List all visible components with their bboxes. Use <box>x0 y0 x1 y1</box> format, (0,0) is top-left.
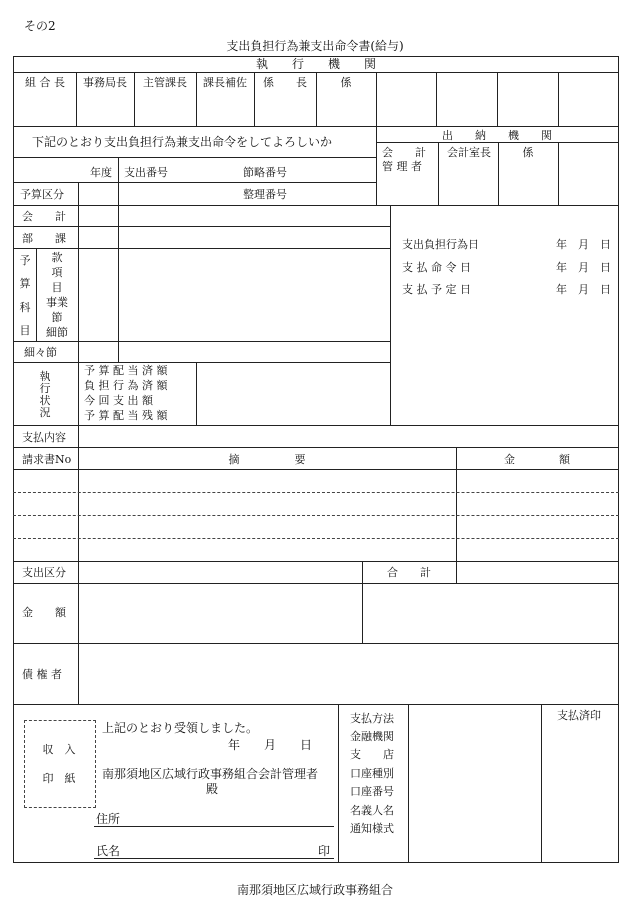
seal-mark: 印 <box>318 844 331 858</box>
rule-official-7 <box>436 72 437 126</box>
dept-label: 部 課 <box>22 232 66 245</box>
rule-right-col <box>390 205 391 425</box>
date-label-scheduled: 支 払 予 定 日 <box>402 283 471 296</box>
rule-year-bottom <box>13 182 377 183</box>
rule-receipt-sep1 <box>338 704 339 863</box>
rule-official-1 <box>76 72 77 126</box>
rule-amount-bottom <box>13 643 619 644</box>
budget-item-kou: 項 <box>51 266 63 279</box>
official-shukankacho: 主管課長 <box>143 76 187 89</box>
summary-header: 摘 要 <box>228 453 306 466</box>
border-left <box>13 56 14 863</box>
budget-item-kan: 款 <box>51 251 63 264</box>
form-title: 支出負担行為兼支出命令書(給与) <box>226 39 404 53</box>
rule-year-top <box>13 157 377 158</box>
rule-payment-content-bottom <box>13 447 619 448</box>
address-label: 住所 <box>96 812 121 826</box>
rule-invoice-header-bottom <box>13 469 619 470</box>
paid-seal-label: 支払済印 <box>557 709 601 722</box>
rule-official-4 <box>254 72 255 126</box>
account-label: 会 計 <box>22 210 66 223</box>
receipt-to: 南那須地区広域行政事務組合会計管理者 <box>102 767 319 781</box>
approval-text: 下記のとおり支出負担行為兼支出命令をしてよろしいか <box>32 135 333 149</box>
rule-mid-col <box>118 205 119 363</box>
rule-budget-class-bottom <box>13 205 619 206</box>
rule-pay-class-sep2 <box>362 561 363 643</box>
rule-exec-status-bottom <box>13 425 619 426</box>
pay-method-label: 支払方法 <box>350 712 394 725</box>
notice-format-label: 通知様式 <box>350 822 394 835</box>
rule-accounting-3 <box>558 142 559 206</box>
rule-exec-status-sep1 <box>78 362 79 425</box>
border-top <box>13 56 619 57</box>
accounting-staff-label: 係 <box>522 146 534 159</box>
border-right <box>618 56 619 863</box>
receipt-honorific: 殿 <box>206 782 219 796</box>
rule-dept-bottom <box>13 248 391 249</box>
holder-name-label: 名義人名 <box>350 804 394 817</box>
rule-payment-content-sep <box>78 425 79 447</box>
accounting-header: 出 納 機 関 <box>442 129 552 142</box>
footer-organization: 南那須地区広域行政事務組合 <box>236 883 393 897</box>
budget-item-saisetsu: 細節 <box>46 326 68 339</box>
border-bottom <box>13 862 619 863</box>
name-label: 氏名 <box>96 844 121 858</box>
payment-class-label: 支出区分 <box>22 566 66 579</box>
rule-receipt-sep3 <box>541 704 542 863</box>
rule-invoice-sep2 <box>456 447 457 561</box>
budget-item-vertical-2: 算 <box>19 277 31 290</box>
payment-content-label: 支払内容 <box>22 431 66 444</box>
abbrev-no-label: 節略番号 <box>243 166 287 179</box>
rule-receipt-sep2 <box>408 704 409 863</box>
rule-pay-class-sep3 <box>456 561 457 583</box>
account-no-label: 口座番号 <box>350 785 394 798</box>
date-value-order: 年 月 日 <box>556 261 611 274</box>
bank-label: 金融機関 <box>350 730 394 743</box>
date-value-commitment: 年 月 日 <box>556 238 611 251</box>
total-label: 合 計 <box>387 566 431 579</box>
address-underline <box>94 826 334 827</box>
date-label-commitment: 支出負担行為日 <box>402 238 479 251</box>
page-number: その2 <box>24 19 56 33</box>
rule-creditor-bottom <box>13 704 619 705</box>
sub-section-label: 細々節 <box>24 346 57 359</box>
rule-invoice-bottom <box>13 561 619 562</box>
amount-header: 金 額 <box>504 453 570 466</box>
budget-item-vertical-1: 予 <box>19 254 31 267</box>
ref-no-label: 整理番号 <box>243 188 287 201</box>
exec-status-this-payment: 今 回 支 出 額 <box>84 394 153 407</box>
branch-label: 支 店 <box>350 748 394 761</box>
rule-sub-section-bottom <box>13 362 391 363</box>
rule-budget-item-bottom <box>13 341 391 342</box>
rule-accounting-2 <box>498 142 499 206</box>
rule-budget-vertical-sep <box>36 248 37 341</box>
official-kakaricho: 係 長 <box>263 76 307 89</box>
rule-invoice-row-3 <box>13 538 619 539</box>
rule-official-6 <box>376 72 377 206</box>
official-kakari: 係 <box>340 76 352 89</box>
rule-official-9 <box>558 72 559 126</box>
revenue-stamp-label-1: 収 入 <box>42 743 76 756</box>
receipt-text: 上記のとおり受領しました。 <box>102 721 259 735</box>
rule-official-5 <box>316 72 317 126</box>
rule-invoice-row-2 <box>13 515 619 516</box>
exec-status-vertical-3: 状 <box>39 394 51 407</box>
date-label-order: 支 払 命 令 日 <box>402 261 471 274</box>
rule-year-sep <box>118 157 119 205</box>
date-value-scheduled: 年 月 日 <box>556 283 611 296</box>
rule-official-8 <box>497 72 498 126</box>
rule-left-col <box>78 205 79 363</box>
exec-status-vertical-2: 行 <box>39 382 51 395</box>
accounting-manager-label-1: 会 計 <box>382 146 426 159</box>
revenue-stamp-box <box>24 720 96 808</box>
rule-budget-class-sep <box>78 182 79 206</box>
budget-item-vertical-3: 科 <box>19 301 31 314</box>
official-kumiaicho: 組 合 長 <box>25 76 65 89</box>
exec-status-remaining: 予 算 配 当 残 額 <box>84 409 168 422</box>
account-type-label: 口座種別 <box>350 767 394 780</box>
payment-no-label: 支出番号 <box>124 166 168 179</box>
rule-pay-class-sep1 <box>78 561 79 583</box>
rule-invoice-row-1 <box>13 492 619 493</box>
exec-status-allocated: 予 算 配 当 済 額 <box>84 364 168 377</box>
exec-status-vertical-1: 執 <box>39 370 51 383</box>
official-kachohosa: 課長補佐 <box>203 76 247 89</box>
rule-official-3 <box>196 72 197 126</box>
execution-header: 執 行 機 関 <box>255 57 376 71</box>
rule-pay-class-bottom <box>13 583 619 584</box>
year-label: 年度 <box>90 166 112 179</box>
rule-invoice-sep1 <box>78 447 79 561</box>
budget-item-jigyo: 事業 <box>46 296 68 309</box>
amount-label: 金 額 <box>22 606 66 619</box>
invoice-no-header: 請求書No <box>22 453 72 466</box>
exec-status-committed: 負 担 行 為 済 額 <box>84 379 168 392</box>
rule-officials-bottom <box>13 126 619 127</box>
rule-accounting-1 <box>438 142 439 206</box>
rule-exec-status-sep2 <box>196 362 197 425</box>
receipt-date: 年 月 日 <box>228 738 313 752</box>
name-underline <box>94 858 334 859</box>
rule-official-2 <box>134 72 135 126</box>
budget-item-moku: 目 <box>51 281 63 294</box>
accounting-manager-label-2: 管 理 者 <box>382 160 422 173</box>
accounting-chief-label: 会計室長 <box>447 146 491 159</box>
budget-item-vertical-4: 目 <box>19 324 31 337</box>
creditor-label: 債 権 者 <box>22 668 62 681</box>
revenue-stamp-label-2: 印 紙 <box>42 772 76 785</box>
rule-account-bottom <box>13 226 391 227</box>
exec-status-vertical-4: 況 <box>39 406 51 419</box>
budget-item-setsu: 節 <box>51 311 63 324</box>
budget-class-label: 予算区分 <box>20 188 64 201</box>
official-jimukyokucho: 事務局長 <box>83 76 127 89</box>
